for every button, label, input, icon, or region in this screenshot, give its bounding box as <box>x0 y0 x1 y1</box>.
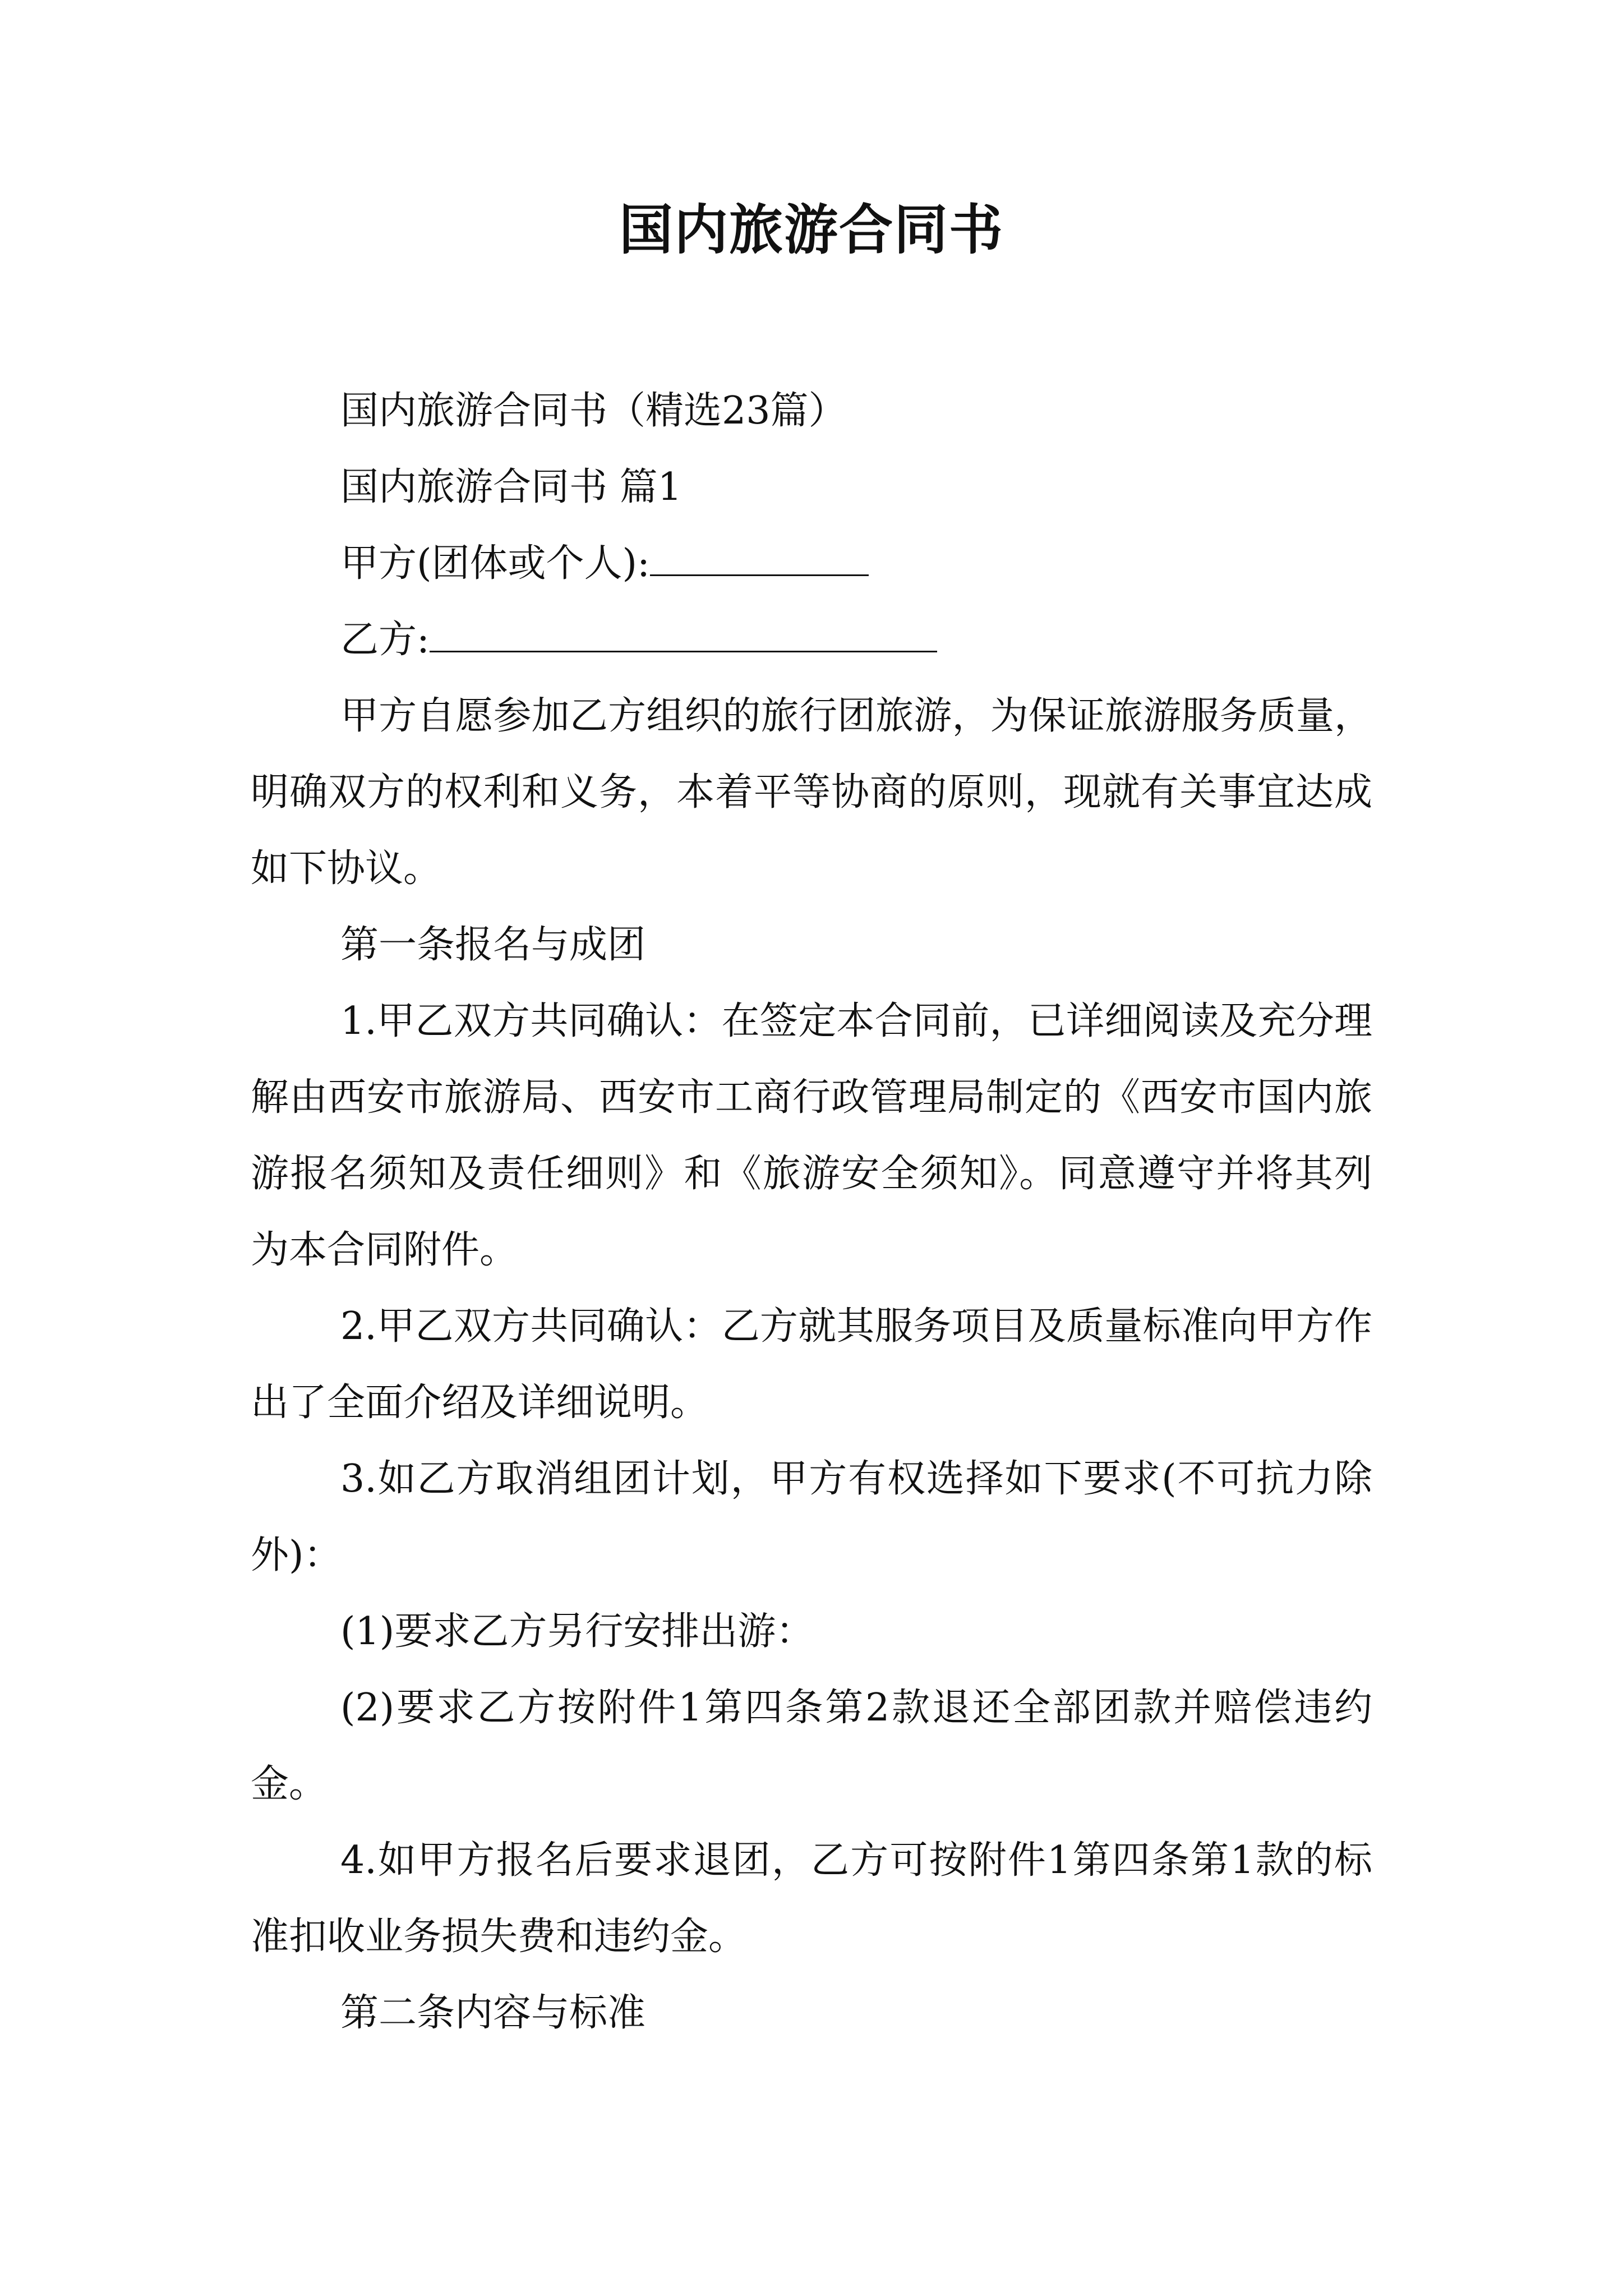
article-1-item-3: 3.如乙方取消组团计划，甲方有权选择如下要求(不可抗力除外)： <box>251 1457 1372 1577</box>
party-a-line <box>251 526 1372 602</box>
party-b-label: 乙方: <box>340 618 430 662</box>
article-1-heading: 第一条报名与成团 <box>340 923 646 967</box>
intro-paragraph: 甲方自愿参加乙方组织的旅行团旅游，为保证旅游服务质量，明确双方的权利和义务，本着平等协商的原则，现就有关事宜达成如下协议。 <box>251 694 1372 891</box>
party-b-blank <box>430 618 937 652</box>
document-subtitle: 国内旅游合同书（精选23篇） <box>340 389 847 433</box>
party-a-blank <box>650 542 869 576</box>
document-title: 国内旅游合同书 <box>619 198 1004 261</box>
party-a-label: 甲方(团体或个人): <box>340 541 650 586</box>
article-1-item-3-sub-2: (2)要求乙方按附件1第四条第2款退还全部团款并赔偿违约金。 <box>251 1686 1372 1806</box>
article-2-heading: 第二条内容与标准 <box>340 1991 646 2035</box>
document-body <box>251 373 1372 2051</box>
article-1-item-3-sub-1: (1)要求乙方另行安排出游： <box>340 1609 814 1654</box>
article-1-item-2: 2.甲乙双方共同确认：乙方就其服务项目及质量标准向甲方作出了全面介绍及详细说明。 <box>251 1304 1372 1425</box>
article-1-item-4: 4.如甲方报名后要求退团，乙方可按附件1第四条第1款的标准扣收业务损失费和违约金。 <box>251 1838 1372 1959</box>
article-1-item-1: 1.甲乙双方共同确认：在签定本合同前，已详细阅读及充分理解由西安市旅游局、西安市工商行政管理局制定的《西安市国内旅游报名须知及责任细则》和《旅游安全须知》。同意遵守并将其列为本合同附件。 <box>251 999 1372 1272</box>
chapter-heading: 国内旅游合同书 篇1 <box>340 465 682 509</box>
party-b-line <box>251 602 1372 678</box>
